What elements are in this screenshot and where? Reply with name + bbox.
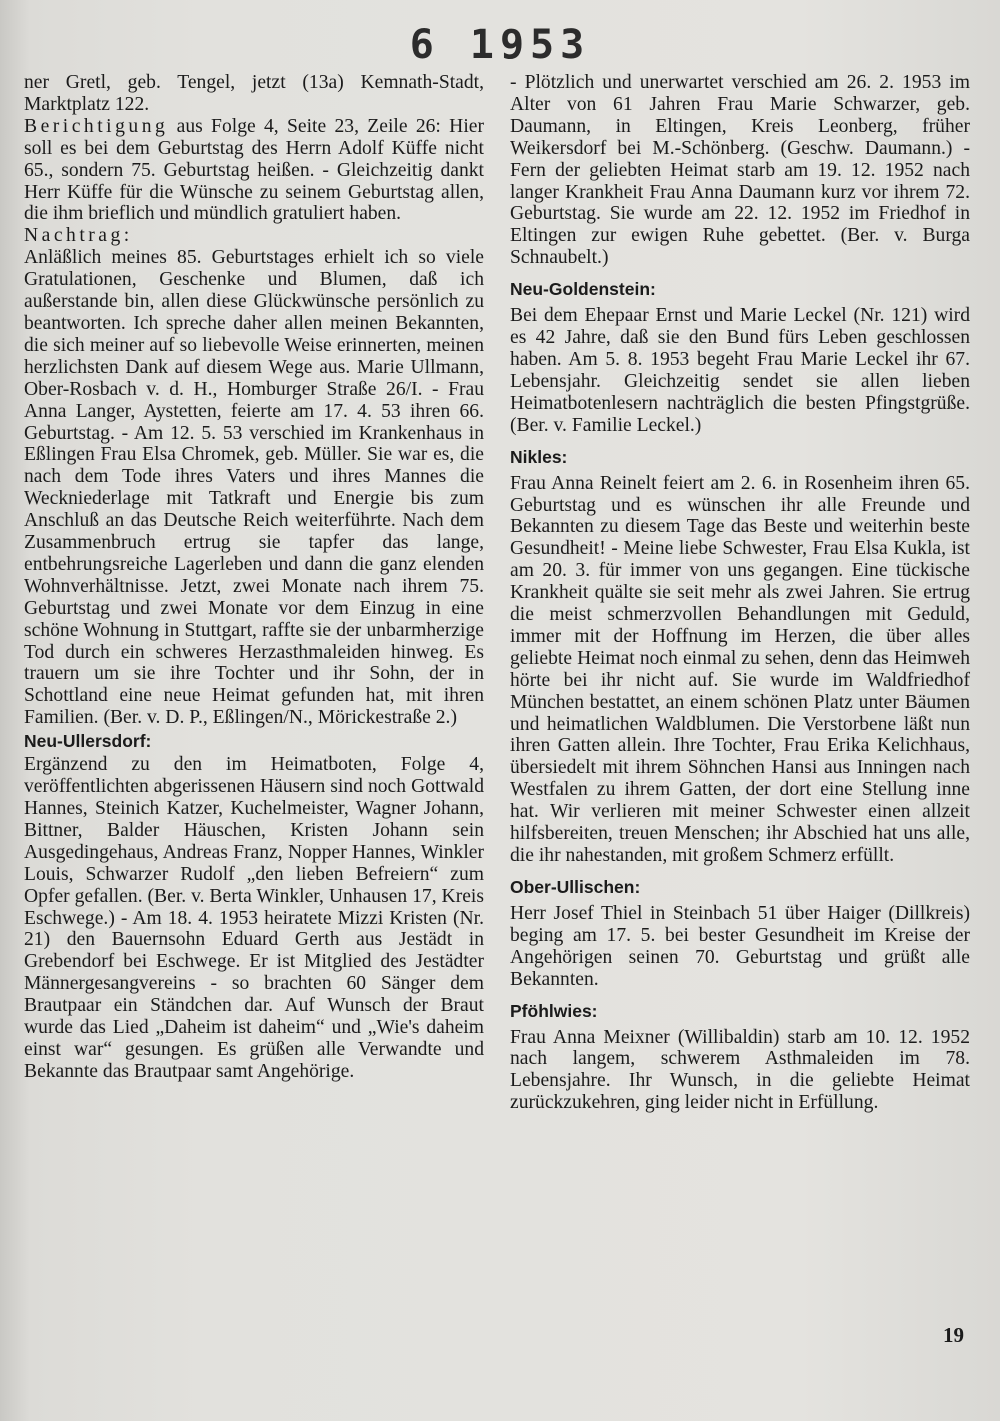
right-column <box>510 72 970 1114</box>
inline-label: Berichtigung <box>24 115 169 137</box>
section-heading: Pföhlwies: <box>510 1000 598 1021</box>
year: 1953 <box>469 22 591 68</box>
section-heading: Ober-Ullischen: <box>510 876 641 897</box>
paragraph: Berichtigung aus Folge 4, Seite 23, Zeile 26: Hier soll es bei dem Geburtstag des Herrn Adolf Küffe nicht 65., sondern 75. Geburtstag heißen. - Gleichzeitig dankt Herr Küffe für die Wünsche zu seinem Geburtstag allen, die ihm brieflich und mündlich gratuliert haben. <box>24 115 484 225</box>
paragraph: Herr Josef Thiel in Steinbach 51 über Haiger (Dillkreis) beging am 17. 5. bei bester Gesundheit im Kreise der Angehörigen seinen 70. Geburtstag und grüßt alle Bekannten. <box>510 902 970 990</box>
inline-label: Nachtrag: <box>24 225 133 247</box>
issue-year-stamp <box>0 22 1000 68</box>
section-heading: Neu-Goldenstein: <box>510 279 656 300</box>
page-number: 19 <box>943 1323 964 1347</box>
paragraph: Bei dem Ehepaar Ernst und Marie Leckel (Nr. 121) wird es 42 Jahre, daß sie den Bund fürs Leben geschlossen haben. Am 5. 8. 1953 begeht Frau Marie Leckel ihr 67. Lebensjahr. Gleichzeitig sendet sie allen lieben Heimatbotenlesern nachträglich die besten Pfingstgrüße. (Ber. v. Familie Leckel.) <box>510 305 970 436</box>
paragraph: Frau Anna Meixner (Willibaldin) starb am 10. 12. 1952 nach langem, schwerem Asthmaleiden im 78. Lebensjahre. Ihr Wunsch, in die geliebte Heimat zurückzukehren, ging leider nicht in Erfüllung. <box>510 1026 970 1114</box>
left-column <box>24 72 484 1083</box>
section-heading: Nikles: <box>510 446 568 467</box>
issue-number: 6 <box>409 22 440 68</box>
paragraph: - Plötzlich und unerwartet verschied am 26. 2. 1953 im Alter von 61 Jahren Frau Marie Schwarzer, geb. Daumann, in Eltingen, Kreis Leonberg, früher Weikersdorf bei M.-Schönberg. (Geschw. Daumann.) - Fern der geliebten Heimat starb am 19. 12. 1952 nach langer Krankheit Frau Anna Daumann kurz vor ihrem 72. Geburtstag. Sie wurde am 22. 12. 1952 im Friedhof in Eltingen zur ewigen Ruhe gebettet. (Ber. v. Burga Schnaubelt.) <box>510 72 970 269</box>
section-heading: Neu-Ullersdorf: <box>24 731 152 752</box>
paragraph: Frau Anna Reinelt feiert am 2. 6. in Rosenheim ihren 65. Geburtstag und es wünschen ihr alle Freunde und Bekannten zu diesem Tage das Beste und weiterhin beste Gesundheit! - Meine liebe Schwester, Frau Elsa Kukla, ist am 20. 3. für immer von uns gegangen. Eine tückische Krankheit quälte sie seit mehr als zwei Jahren. Sie ertrug die meist schmerzvollen Behandlungen mit Geduld, immer mit der Hoffnung im Herzen, die über alles geliebte Heimat noch einmal zu sehen, denn das Heimweh hörte bei ihr nicht auf. Sie wurde im Waldfriedhof München bestattet, an einem schönen Platz unter Bäumen und heimatlichen Waldblumen. Die Verstorbene läßt nun ihren Gatten allein. Ihre Tochter, Frau Erika Kelichhaus, übersiedelt mit ihrem Söhnchen Hansi aus Inningen nach Westfalen zu ihrem Gatten, der dort eine Stellung inne hat. Wir verlieren mit meiner Schwester einen allzeit hilfsbereiten, treuen Menschen; ihr Abschied hat uns alle, die ihr nahestanden, mit großem Schmerz erfüllt. <box>510 472 970 866</box>
paragraph: ner Gretl, geb. Tengel, jetzt (13a) Kemnath-Stadt, Marktplatz 122. <box>24 72 484 115</box>
paragraph: Anläßlich meines 85. Geburtstages erhielt ich so viele Gratulationen, Geschenke und Blumen, daß ich außerstande bin, allen diese Glückwünsche persönlich zu beantworten. Ich spreche daher allen meinen Bekannten, die sich meiner auf so liebevolle Weise erinnerten, meinen herzlichsten Dank auf diesem Wege aus. Marie Ullmann, Ober-Rosbach v. d. H., Homburger Straße 26/I. - Frau Anna Langer, Aystetten, feierte am 17. 4. 53 ihren 66. Geburtstag. - Am 12. 5. 53 verschied im Krankenhaus in Eßlingen Frau Elsa Chromek, geb. Müller. Sie war es, die nach dem Tode ihres Vaters und ihres Mannes die Weckniederlage mit Tatkraft und Energie bis zum Anschluß an das Deutsche Reich weiterführte. Nach dem Zusammenbruch ertrug sie tapfer das lange, entbehrungsreiche Lagerleben und dann die ganz elenden Wohnverhältnisse. Jetzt, zwei Monate nach ihrem 75. Geburtstag und zwei Monate vor dem Einzug in eine schöne Wohnung in Stuttgart, raffte sie der unbarmherzige Tod durch ein schweres Herzasthmaleiden hinweg. Es trauern um sie ihre Tochter und ihr Sohn, der in Schottland eine neue Heimat gefunden hat, mit ihren Familien. (Ber. v. D. P., Eßlingen/N., Mörickestraße 2.) <box>24 247 484 729</box>
paragraph: Ergänzend zu den im Heimatboten, Folge 4, veröffentlichten abgerissenen Häusern sind noch Gottwald Hannes, Steinich Katzer, Kuchelmeister, Wagner Johann, Bittner, Balder Häuschen, Kristen Johann sein Ausgedingehaus, Andreas Franz, Nopper Hannes, Winkler Louis, Schwarzer Rudolf „den lieben Befreiern“ zum Opfer gefallen. (Ber. v. Berta Winkler, Unhausen 17, Kreis Eschwege.) - Am 18. 4. 1953 heiratete Mizzi Kristen (Nr. 21) den Bauernsohn Eduard Gerth aus Jestädt in Grebendorf bei Eschwege. Er ist Mitglied des Jestädter Männergesangvereins - so brachten 60 Sänger dem Brautpaar ein Ständchen dar. Auf Wunsch der Braut wurde das Lied „Daheim ist daheim“ und „Wie's daheim einst war“ gesungen. Es grüßen alle Verwandte und Bekannte das Brautpaar samt Angehörige. <box>24 754 484 1082</box>
